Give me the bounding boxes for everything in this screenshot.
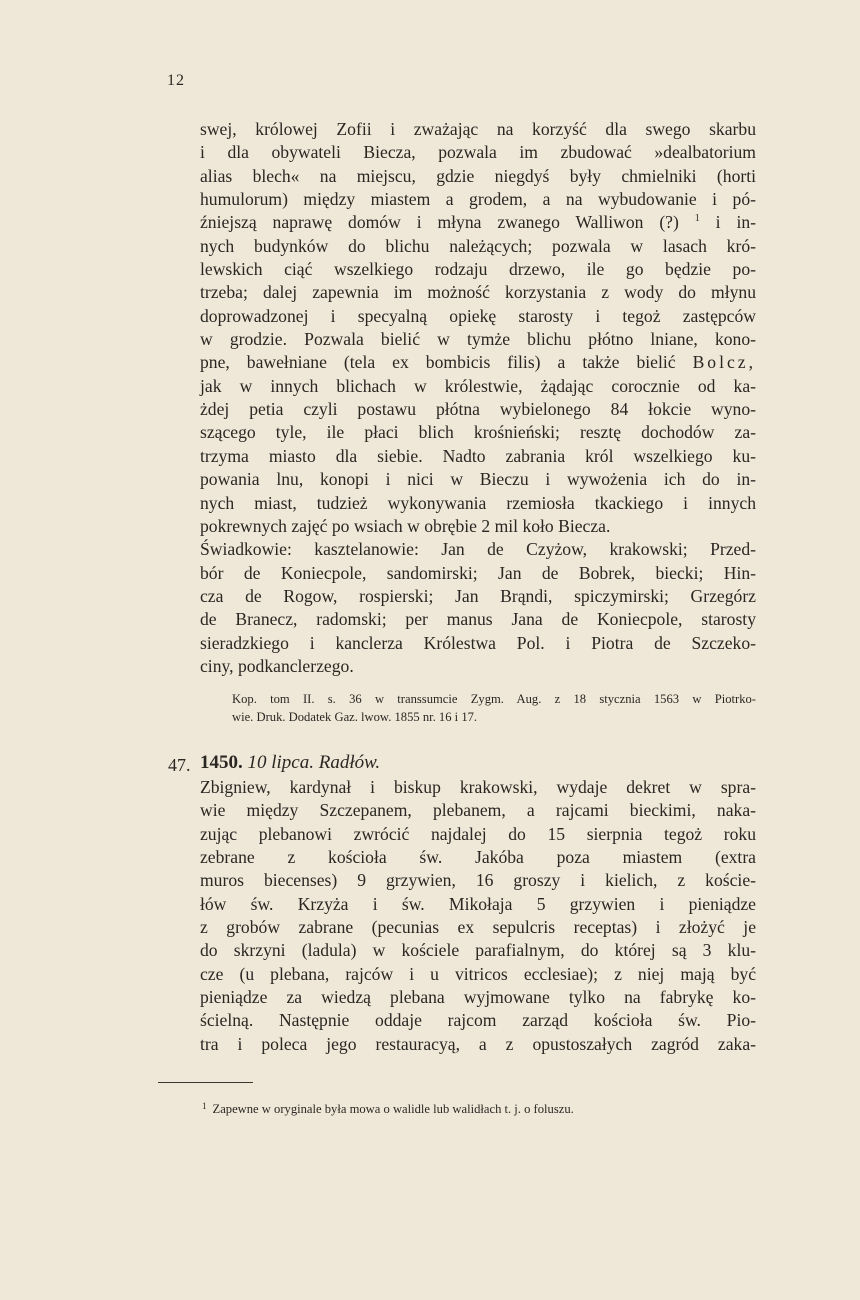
source-note [232, 690, 756, 726]
text-line: ścielną. Następnie oddaje rajcom zarząd kościoła św. Pio- [200, 1010, 756, 1031]
text-line: zując plebanowi zwrócić najdalej do 15 sierpnia tegoż roku [200, 823, 756, 844]
text-line: nych budynków do blichu należących; pozwala w lasach kró- [200, 235, 756, 256]
text-line: do skrzyni (ladula) w kościele parafialnym, do której są 3 klu- [200, 940, 756, 961]
text-fragment: źniejszą naprawę domów i młyna zwanego Walliwon (?) [200, 212, 679, 233]
source-note-line: wie. Druk. Dodatek Gaz. lwow. 1855 nr. 16 i 17. [232, 710, 478, 724]
text-line: Świadkowie: kasztelanowie: Jan de Czyżow, krakowski; Przed- [200, 539, 756, 560]
footnote-mark: 1 [202, 1101, 207, 1111]
entry-text [200, 776, 756, 1056]
text-line: swej, królowej Zofii i zważając na korzyść dla swego skarbu [200, 119, 756, 139]
text-line-with-spaced-word [200, 351, 756, 374]
text-line: zebrane z kościoła św. Jakóba poza miastem (extra [200, 847, 756, 868]
text-line: z grobów zabrane (pecunias ex sepulcris receptas) i złożyć je [200, 917, 756, 938]
page-number: 12 [167, 72, 185, 89]
text-line: muros biecenses) 9 grzywien, 16 groszy i kielich, z koście- [200, 870, 756, 891]
entry-place: Radłów. [318, 752, 381, 773]
continuation-text [200, 118, 756, 678]
text-line: pieniądze za wiedzą plebana wyjmowane tylko na fabrykę ko- [200, 987, 756, 1008]
entry-heading [200, 752, 380, 774]
source-note-line: Kop. tom II. s. 36 w transsumcie Zygm. Aug. z 18 stycznia 1563 w Piotrko- [232, 692, 756, 706]
text-line: w grodzie. Pozwala bielić w tymże blichu płótno lniane, kono- [200, 329, 756, 350]
text-line: alias blech« na miejscu, gdzie niegdyś były chmielniki (horti [200, 165, 756, 186]
text-line: powania lnu, konopi i nici w Bieczu i wywożenia ich do in- [200, 469, 756, 490]
text-line: trzeba; dalej zapewnia im możność korzystania z wody do młynu [200, 282, 756, 303]
footnote-reference: 1 [694, 213, 700, 225]
text-line: ciny, podkanclerzego. [200, 655, 354, 676]
entry-date: 10 lipca. [247, 752, 314, 773]
entry-number: 47. [168, 755, 191, 775]
text-line: łów św. Krzyża i św. Mikołaja 5 grzywien i pieniądze [200, 893, 756, 914]
text-fragment: i in- [715, 212, 756, 233]
text-line: cza de Rogow, rospierski; Jan Brąndi, spiczymirski; Grzegórz [200, 585, 756, 606]
text-line: bór de Koniecpole, sandomirski; Jan de Bobrek, biecki; Hin- [200, 562, 756, 583]
text-line-with-footnote-ref [200, 211, 756, 234]
text-line: wie między Szczepanem, plebanem, a rajcami bieckimi, naka- [200, 800, 756, 821]
text-line: jak w innych blichach w królestwie, żądając corocznie od ka- [200, 375, 756, 396]
text-line: żdej petia czyli postawu płótna wybielonego 84 łokcie wyno- [200, 399, 756, 420]
text-line: sieradzkiego i kanclerza Królestwa Pol. i Piotra de Szczeko- [200, 632, 756, 653]
text-line: Zbigniew, kardynał i biskup krakowski, wydaje dekret w spra- [200, 777, 756, 797]
text-line: humulorum) między miastem a grodem, a na wybudowanie i pó- [200, 189, 756, 210]
entry-year: 1450. [200, 752, 243, 773]
text-line: nych miast, tudzież wykonywania rzemiosła tkackiego i innych [200, 492, 756, 513]
footnote-text: Zapewne w oryginale była mowa o walidle lub walidłach t. j. o foluszu. [212, 1102, 574, 1116]
text-line: trzyma miasto dla siebie. Nadto zabrania król wszelkiego ku- [200, 445, 756, 466]
text-line: i dla obywateli Biecza, pozwala im zbudować »dealbatorium [200, 142, 756, 163]
text-fragment: pne, bawełniane (tela ex bombicis filis) a także bielić [200, 352, 676, 373]
text-line: tra i poleca jego restauracyą, a z opustoszałych zagród zaka- [200, 1033, 756, 1054]
text-line: cze (u plebana, rajców i u vitricos ecclesiae); z niej mają być [200, 963, 756, 984]
spaced-word: Bolcz, [692, 352, 756, 373]
text-line: pokrewnych zajęć po wsiach w obrębie 2 mil koło Biecza. [200, 515, 611, 536]
text-line: de Branecz, radomski; per manus Jana de Koniecpole, starosty [200, 609, 756, 630]
text-line: lewskich ciąć wszelkiego rodzaju drzewo, ile go będzie po- [200, 259, 756, 280]
footnote [202, 1101, 574, 1117]
text-line: szącego tyle, ile płaci blich krośnieński; resztę dochodów za- [200, 422, 756, 443]
footnote-divider [158, 1082, 253, 1083]
text-line: doprowadzonej i specyalną opiekę starosty i tegoż zastępców [200, 305, 756, 326]
